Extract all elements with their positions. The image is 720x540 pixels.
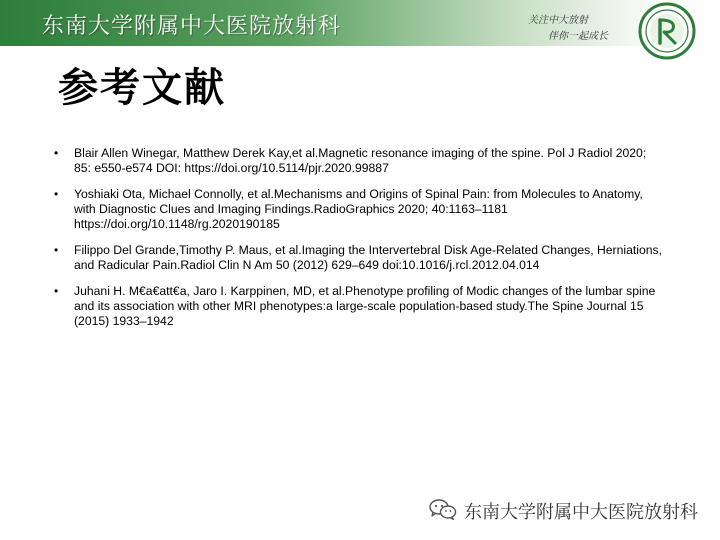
reference-list [52,146,662,340]
reference-item [52,284,662,329]
header-banner [0,0,720,46]
reference-text: Juhani H. M€a€att€a, Jaro I. Karppinen, MD, et al.Phenotype profiling of Modic changes of the lumbar spine and its association with other MRI phenotypes:a large-scale population-based study.The Spine Journal 15 (2015) 1933–1942 [74,284,656,328]
header-slogan-line1: 关注中大放射 [528,15,588,26]
reference-item [52,187,662,232]
reference-text: Yoshiaki Ota, Michael Connolly, et al.Mechanisms and Origins of Spinal Pain: from Molecules to Anatomy, with Diagnostic Clues and Imaging Findings.RadioGraphics 2020; 40:1163–1181 https://doi.org/10.1148/rg.2020190185 [74,187,643,231]
header-title: 东南大学附属中大医院放射科 [42,14,342,39]
hospital-radiology-logo-icon [638,2,696,60]
header-slogan-line2: 伴你一起成长 [548,31,608,42]
footer-text: 东南大学附属中大医院放射科 [464,502,698,523]
reference-item [52,146,662,176]
reference-item [52,243,662,273]
bullet: • [54,243,59,257]
page-title: 参考文献 [58,65,226,111]
bullet: • [54,284,59,298]
reference-text: Filippo Del Grande,Timothy P. Maus, et al.Imaging the Intervertebral Disk Age-Related Changes, Herniations, and Radicular Pain.Radiol Clin N Am 50 (2012) 629–649 doi:10.1016/j.rcl.2012.04.014 [74,243,662,272]
reference-text: Blair Allen Winegar, Matthew Derek Kay,et al.Magnetic resonance imaging of the spine. Pol J Radiol 2020; 85: e550-e574 DOI: https://doi.org/10.5114/pjr.2020.99887 [74,146,647,175]
bullet: • [54,146,59,160]
wechat-icon [428,498,458,520]
bullet: • [54,187,59,201]
